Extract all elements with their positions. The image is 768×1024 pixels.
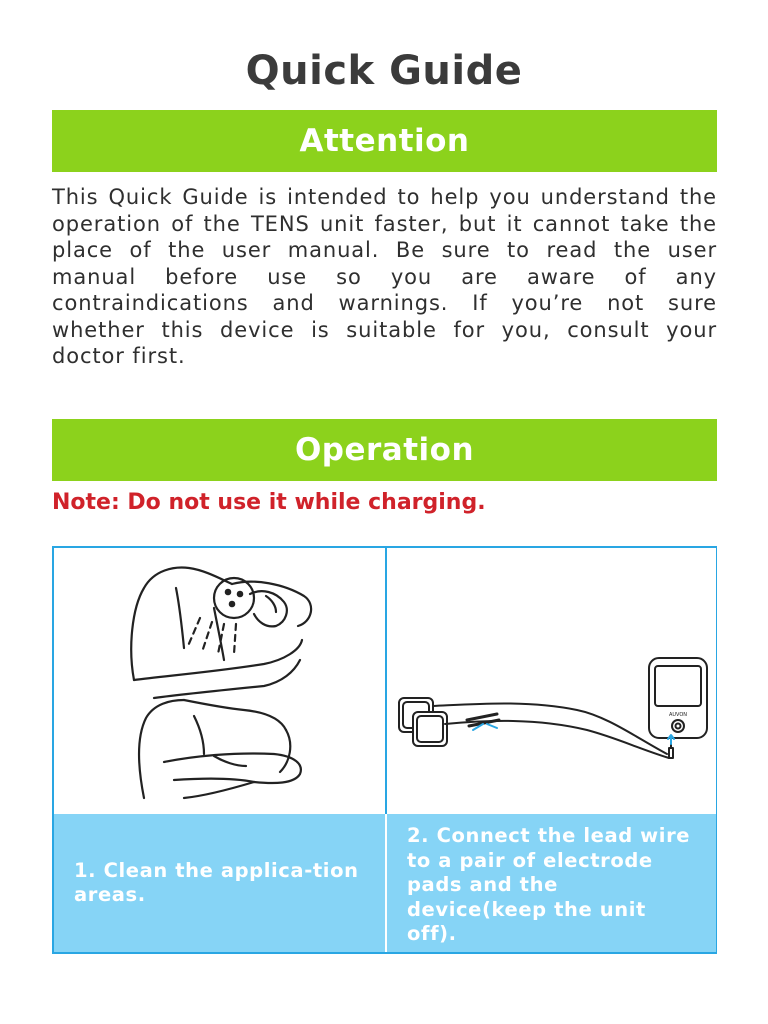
- step-1-caption: 1. Clean the applica-tion areas.: [54, 814, 387, 952]
- device-connection-illustration: [387, 548, 716, 814]
- page-title: Quick Guide: [245, 48, 523, 94]
- device-brand: AUVON: [668, 712, 688, 718]
- steps-table: [52, 546, 717, 954]
- charging-note: Note: Do not use it while charging.: [52, 490, 486, 515]
- cleaning-skin-illustration: [54, 548, 387, 814]
- step-2-caption: 2. Connect the lead wire to a pair of electrode pads and the device(keep the unit off).: [387, 814, 716, 952]
- operation-heading: Operation: [52, 419, 717, 481]
- attention-body: This Quick Guide is intended to help you understand the operation of the TENS unit faster, but it cannot take the place of the user manual. Be sure to read the user manual before use so you are aware of any contraindications and warnings. If you’re not sure whether this device is suitable for you, consult your doctor first.: [52, 185, 717, 368]
- attention-heading: Attention: [52, 110, 717, 172]
